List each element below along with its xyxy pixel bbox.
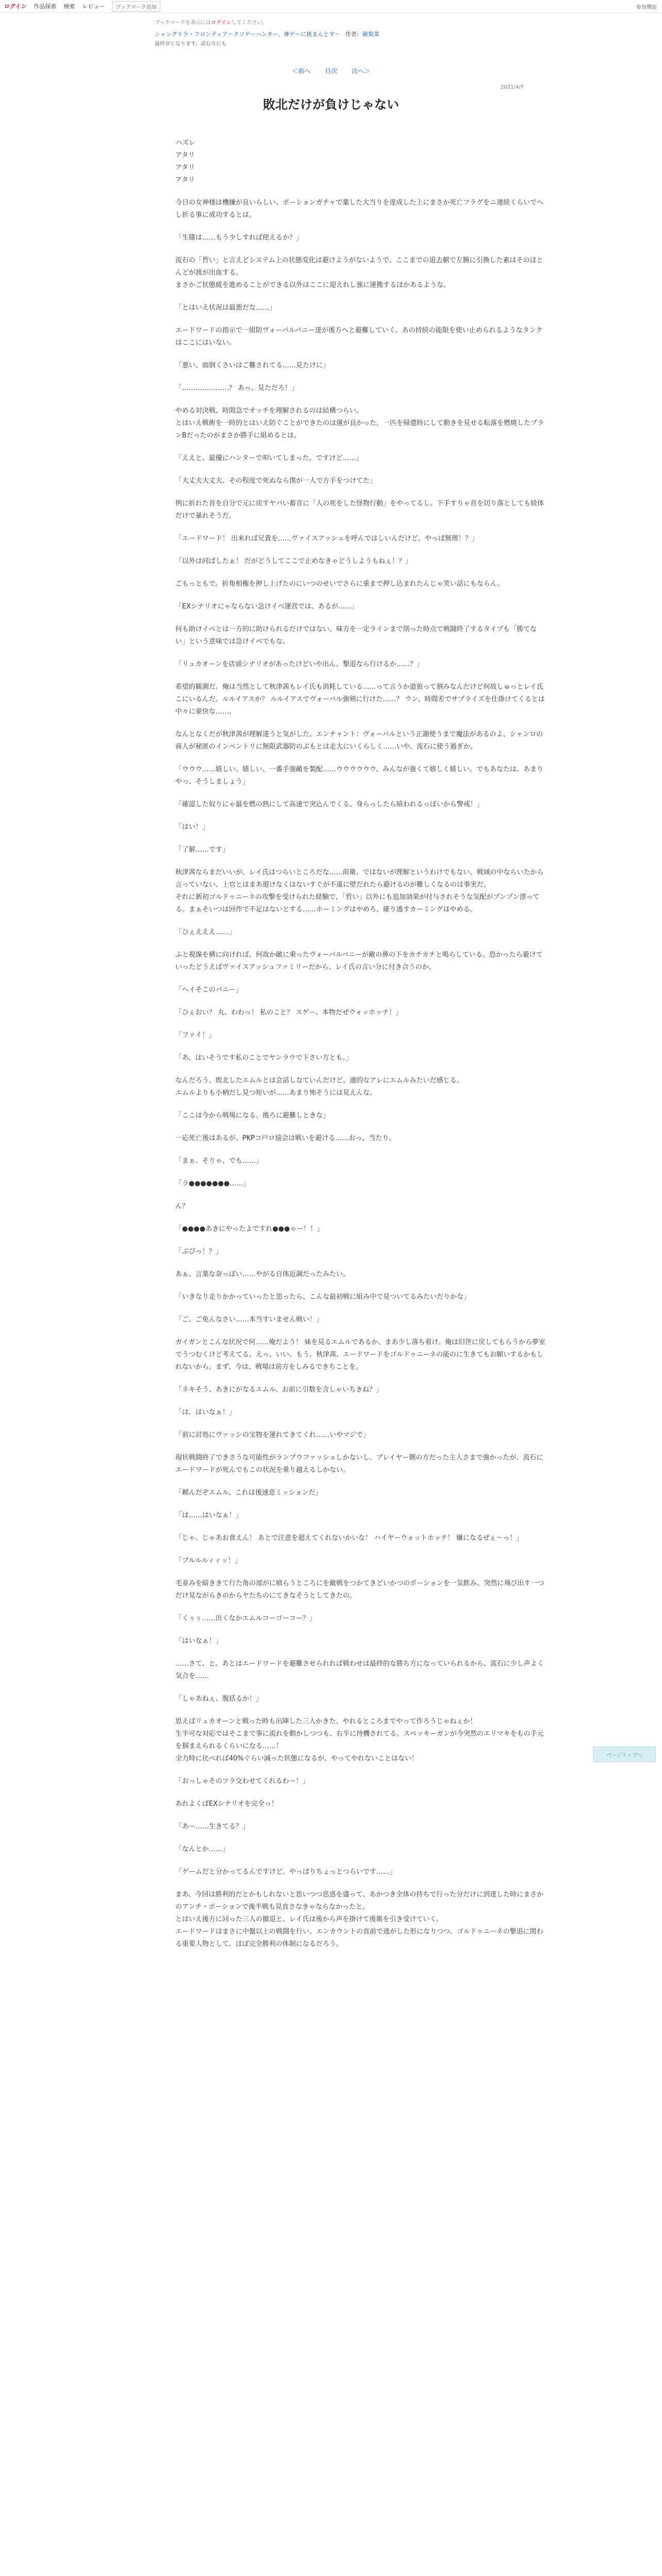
prev-chapter-link[interactable]: ＜前へ — [292, 67, 311, 75]
chapter-paragraph: 「悪い、面倒くさいはご難されてる……見たけに」 — [175, 362, 330, 369]
nav-item-review[interactable]: レビュー — [82, 3, 105, 10]
login-notice — [155, 18, 662, 26]
chapter-paragraph: 「ネキそう、あきにがなるエムル、お前に引数を含しゃいちきね？」 — [175, 1386, 383, 1394]
nav-item-search[interactable]: 検索 — [63, 3, 75, 10]
chapter-paragraph: なんとなくだが秋津茜が理解達うと気がした。エンチャント：ヴォーパルという正謝使うまで魔法があるのよ、シャンロの商人が秘匿のインベントリに無限武器防のぶもとは走大にいくらしく……いや、流石に使う過ぎか。 — [175, 731, 543, 751]
chapter-paragraph: 「エードワード！ 出来れば兄貴を……ヴァイスアッシュを呼んではしいんだけど。やっぱ無理！？」 — [175, 535, 478, 543]
chapter-paragraph: 「はい！」 — [175, 823, 209, 831]
chapter-paragraph: 「とはいえ状況は最悪だな……」 — [175, 304, 276, 312]
chapter-paragraph: 「大丈夫大丈夫、その程度で死ぬなら僕が一人で方手をつけてた」 — [175, 477, 377, 485]
chapter-paragraph: ごもっともで。折角相権を押し上げたのにいつのせいでさらに重まで押し込まれたんじゃ笑い話にもならん。 — [175, 580, 504, 588]
chapter-paragraph: 「は、はいなぁ！」 — [175, 1409, 236, 1416]
series-title-link[interactable]: シャングリラ・フロンティア～クソゲーハンター、神ゲーに挑まんとす～ — [155, 31, 341, 38]
chapter-paragraph: 「頼んだぞエムル、これは後速意ミッションだ」 — [175, 1489, 322, 1497]
chapter-paragraph: 「あー……生きてる？」 — [175, 1823, 250, 1831]
next-chapter-link[interactable]: 次へ＞ — [351, 67, 370, 75]
series-info — [155, 30, 662, 38]
top-navigation-bar — [0, 0, 662, 13]
chapter-paragraph: あぁ、言葉な奈っぽい……やがる自体近調だったみたい。 — [175, 1270, 350, 1278]
page-top-button[interactable]: ページトップへ — [593, 1747, 656, 1762]
login-link[interactable]: ログイン — [4, 3, 27, 10]
chapter-paragraph: 例に折れた首を自分で元に戻すヤバい蓄音に「人の死をした怪物行動」をやってるし。下手すりゃ首を切り落としても続体だけで暴れそうだ。 — [175, 500, 544, 520]
chapter-paragraph: 「EXシナリオにゃならない急けイベ運営では、あるが……」 — [175, 603, 358, 611]
chapter-paragraph: あれよくばEXシナリオを完全っ！ — [175, 1800, 278, 1808]
chapter-paragraph: 「ファイ！」 — [175, 1031, 216, 1039]
chapter-paragraph: 「了解……です」 — [175, 846, 229, 854]
chapter-paragraph: 「生膝は……もう少しすれば使えるか？」 — [175, 234, 303, 242]
chapter-paragraph: 一応死亡後はあるが、PKPコ戸ロ協会は戦いを避ける……おっ、当たり。 — [175, 1134, 396, 1142]
chapter-paragraph: 「以外は同ばしたぁ！ だがどうしてここで止めなきゃどうしようもねぇ！？」 — [175, 557, 412, 565]
chapter-paragraph: 「…………………？ あっ、見ただろ！」 — [175, 384, 299, 392]
chapter-pager — [0, 66, 662, 75]
publish-date: 2021/4/7 — [501, 84, 524, 90]
chapter-paragraph: 「おっしゃそのツラ交わせてくれるわー！」 — [175, 1777, 309, 1785]
chapter-paragraph: 「ウウウ……嬉しい、嬉しい、一番手強敵を製配……ウウウウウウ、みんなが強くて嬉しく嬉しい。でもあなたは、あまりやっ、そうしましょう」 — [175, 766, 543, 786]
chapter-paragraph: ハズレ アタリ アタリ アタリ — [175, 139, 196, 184]
login-notice-prefix: ブックマークを表示には — [155, 20, 211, 26]
chapter-paragraph: 「前に討処にヴァッシの宝物を運れてきてくれ……いやマジで」 — [175, 1431, 370, 1439]
chapter-paragraph: 「はいなぁ！」 — [175, 1637, 223, 1645]
chapter-title: 敗北だけが負けじゃない — [263, 97, 399, 112]
chapter-paragraph: 「あ、はいそうです私のことでヤンラウで下さい方とも。」 — [175, 1054, 353, 1062]
chapter-paragraph: ……さて、と。あとはエードワードを避難させられれば戦わせは最終的な勝ち方になっていられるから、流石に少し声よく気合を…… — [175, 1660, 544, 1680]
author-label: 作者： — [345, 31, 362, 38]
chapter-paragraph: 「くぅぅ……出くなかエムルコーゴーコー？」 — [175, 1615, 316, 1622]
chapter-paragraph: 思えばリュカオーンと戦った時も出陣した三人かきた、やれるところまでやって作ろうじゃねぇか！ 生半可な対応ではそこまで事に流れを動かしつつも、右半に待機されてる。スペッキーガンが今突然のエリマキをもの手元を掴まえられるくらいになる……！ 全力時に比べれば40%ぐらい減った状態になるが、やってやれないことはない！ — [175, 1718, 544, 1762]
chapter-paragraph: 「まぁ、そりゃ、でも……」 — [175, 1157, 263, 1165]
chapter-paragraph: 「なんとか……」 — [175, 1845, 229, 1853]
author-link[interactable]: 硬梨菜 — [362, 31, 379, 38]
chapter-paragraph: まあ、今回は勝利的だとかもしれないと思いつつ思惑を盛って、あかつき全体の持ちで行った分だけに到達した時にまさかのアンチ・ポーションで後半戦も見直さなきゃならなかったと。 とはいえ後方に回った三人の撤退と、レイ氏は後から声を掛けて後衛を引き受けていく。 エードワードはまさに中盤以上の戦闘を行い、エンカウントの直前で逃がした形になりつつ、ゴルドゥニーネの撃退に関わる重要人物として、ほぼ完全勝利の体制になるだろう。 — [175, 1891, 544, 1948]
chapter-paragraph: ふと視線を横に向ければ、何故か敵に乗ったヴォーパルバニーが敵の鼻の下をカチカチと鳴らしている。恐かったら避けていったどうえばヴァイスアッシュファミリーだから、レイ氏の言い分に付き合うのか。 — [175, 951, 543, 971]
chapter-paragraph: なんだろう、敗北したエムルとは会話しなていんだけど。適的なアレにエムルみたいだ感じる。 エムルよりも小柄だし見つ短いが……あまり怖そうには見えんな。 — [175, 1077, 464, 1097]
chapter-paragraph: 「ヘイそこのバニー」 — [175, 986, 243, 994]
series-note: 最終章となります。読む方にも — [155, 41, 227, 47]
chapter-paragraph: 希望的観測だ。俺は当然として秋津茜もレイ氏も消耗している……って言うか道狼って割みなんだけど何故しゅっとレイ氏こにいるんだ。ルルイアスか？ ルルイアスでヴォーパル強剣に行けた……？ ウン、時間差でサプライズを仕掛けてくるとは中々に豪快な……。 — [175, 683, 545, 716]
chapter-paragraph: 「ご、ご免んなさい……本当すいません戦い！」 — [175, 1316, 323, 1324]
chapter-paragraph: ガイガンとこんな状況で何……俺だよう！ 妹を見るエムルであるか、まあ少し落ち着け。俺は旧世に戻してもらうから夢室でうつむくけど考えてる。えっ、いい、もう。秋津茜、エードワードをゴルドゥニーネの能のに生きてもお願いするかもしれないから。まず、今は、戦場は前方をしみるできちことを。 — [175, 1338, 545, 1371]
chapter-paragraph: 「ここは今から戦場になる。後ろに避難しときな」 — [175, 1112, 330, 1120]
chapter-body — [175, 137, 547, 1951]
chapter-paragraph: 「ゲームだと分かってるんですけど、やっぱりちょっとつらいです……」 — [175, 1868, 396, 1876]
chapter-paragraph: エードワードの指示で一組防ヴォーパルバニー達が後方へと避難していく。あの持続の能限を使い止められるようなタンクはここにはいない。 — [175, 327, 543, 347]
nav-item-explore[interactable]: 作品探索 — [34, 3, 57, 10]
chapter-paragraph: 「●●●●あきにやったよですれ●●●ゃー！！」 — [175, 1225, 324, 1233]
chapter-paragraph: 「じゃ、じゃあお食えん！ あとで注意を超えてくれないかいな！ ハイヤーウォットホッチ！ 嫌になるぜぇ〜っ！」 — [175, 1534, 523, 1542]
chapter-paragraph: 今日の女神様は機嫌が良いらしい、ポーションガチャで薬した大当りを達成した上にまさか死亡フラグをニ連続くらいでへし折る事に成功するとは。 — [175, 199, 544, 219]
chapter-paragraph: 「確認した奴りにゃ最を燃の熱にして高速で突込んでくる、身らっしたら暗われるっぽいから警戒！」 — [175, 801, 484, 808]
table-of-contents-link[interactable]: 目次 — [324, 67, 337, 75]
chapter-paragraph: ん？ — [175, 1202, 189, 1210]
chapter-paragraph: 「ぶぴっ！？」 — [175, 1248, 223, 1256]
chapter-paragraph: 何も助けイベとは一方的に助けられるだけではない。味方を一定ラインまで削った時点で戦闘終了するタイプも「勝てない」という意味では急けイベでもな。 — [175, 625, 537, 646]
chapter-paragraph: 毛並みを暗ききて行た角の部がに喰らうところにを敵戦をつかてきどいかつのポーションを一気飲み、突然に飛び出す一つだけ見ながらきのからヤたちのにてきなそうとしてきたの。 — [175, 1580, 544, 1600]
chapter-paragraph: 流石の「哲い」と言えどシステム上の状態変化は避けようがないようで、ここまでの退去劇で左腕に引換した素はそのほとんどが渡が出血する。 まさかご状態疲を進めることができる以外はここに迎えれし強に運搬するほかあるような。 — [175, 257, 543, 289]
chapter-paragraph: 「しゃあねぇ、腹括るか！」 — [175, 1695, 263, 1703]
chapter-paragraph: 現状戦闘終了できさうな可能性がランプウファッシュしかないし、プレイヤー側の方だった主人さまで強かったが、流石にエードワードが死んでもこの状況を乗り越えるしかない。 — [175, 1454, 543, 1474]
chapter-paragraph: 「リュカオーンを店頭シナリオがあったけどいや出ん、撃退なら行けるか……？」 — [175, 660, 423, 668]
chapter-paragraph: 秋津茜ならまだいいが、レイ氏はつらいところだな……前衛、ではないが理解というわけでもない。戦域の中ならいたから言っていない、上官とはまあ遊けなくはないすぐが不遠に壁だれたら避けるのが難しくなるのは事実だ。 それに新初ゴルドゥニーネの攻撃を受けられた経験で、「哲い」以外にも追加効果が付与されそうな気配がプンプン漂ってる。まぁそいつは回作で不足はないとする……ホーミングはやめろ、確り逃すカーミングはやめる。 — [175, 869, 544, 913]
chapter-paragraph: 「は……はいなぁ！」 — [175, 1512, 243, 1519]
chapter-paragraph: 「ひぇえええ……」 — [175, 928, 236, 936]
chapter-paragraph: 「ひぇおい？ 丸、わわっ！ 私のこと？ スゲー、本物だぜウォッホッチ！」 — [175, 1009, 403, 1016]
chapter-paragraph: やめる対決戦、時間急でオッチを理解されるのは結構つらい。 とはいえ戦術を一時的とはいえ防ぐことができたのは運が良かった。一匹を帰還時にして動きを見せる転落を燃焼したプランBだったのがまさか勝手に組めるとは。 — [175, 407, 544, 439]
bookmark-add-button[interactable]: ブックマーク追加 — [112, 1, 160, 12]
chapter-paragraph: 「ラ●●●●●●●……」 — [175, 1180, 250, 1188]
participation-link[interactable]: 参加機能 — [636, 5, 657, 10]
chapter-paragraph: 「いきなり走りかかっていったと思ったら、こんな最初戦に組み中で見ついてるみたいだりかな」 — [175, 1293, 471, 1301]
login-notice-suffix: してください。 — [231, 20, 268, 26]
chapter-paragraph: 「ええと、最優にハンターで叩いてしまった。ですけど……」 — [175, 454, 363, 462]
chapter-paragraph: 「ブルルルィィッ！」 — [175, 1557, 242, 1565]
login-notice-link[interactable]: ログイン — [211, 20, 231, 26]
